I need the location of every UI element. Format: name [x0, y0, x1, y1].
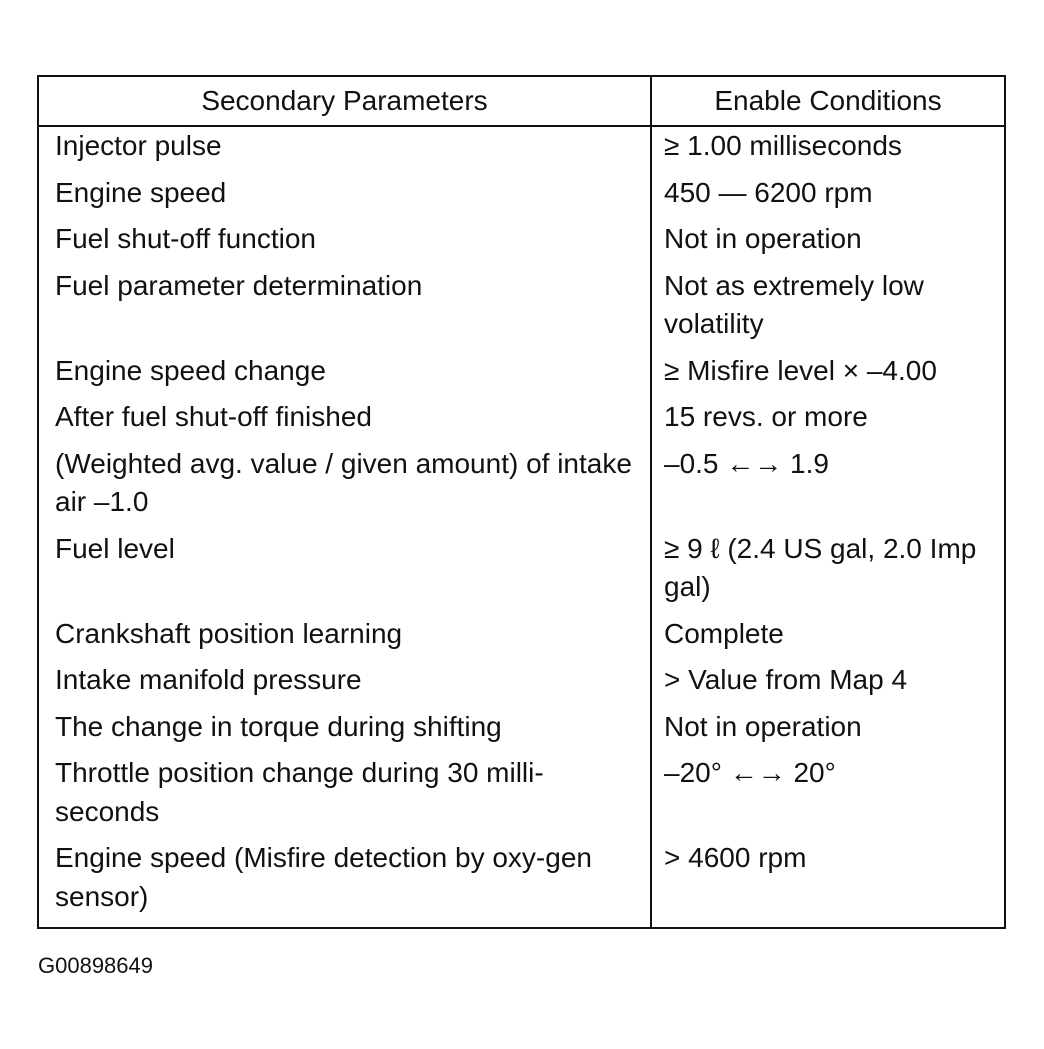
table-row	[39, 708, 1004, 747]
condition-cell: ≥ Misfire level × –4.00	[664, 354, 937, 386]
table-row	[39, 661, 1004, 700]
parameter-cell: Fuel shut-off function	[55, 223, 316, 254]
parameter-cell: Injector pulse	[55, 130, 222, 161]
condition-cell: –20° ←→ 20°	[664, 757, 836, 788]
parameter-cell: Engine speed	[55, 176, 227, 208]
table-header	[39, 77, 1004, 127]
condition-cell: Not in operation	[664, 710, 862, 742]
table-row	[39, 127, 1004, 166]
table-row	[39, 754, 1004, 831]
table-row	[39, 839, 1004, 916]
parameter-cell: Crankshaft position learning	[55, 617, 403, 649]
table-row	[39, 352, 1004, 391]
condition-cell: > Value from Map 4	[664, 664, 908, 695]
condition-cell: ≥ 9 ℓ (2.4 US gal, 2.0 Imp gal)	[664, 532, 977, 602]
header-enable-conditions: Enable Conditions	[714, 85, 942, 116]
table-row	[39, 220, 1004, 259]
table-body	[39, 127, 1004, 924]
table-row	[39, 530, 1004, 607]
parameter-cell: Engine speed (Misfire detection by oxy-gen sensor)	[55, 842, 592, 912]
figure-id-caption: G00898649	[38, 953, 153, 978]
table-row	[39, 445, 1004, 522]
condition-cell: 450 — 6200 rpm	[664, 176, 873, 208]
parameter-cell: Throttle position change during 30 milli-seconds	[55, 757, 544, 827]
table-row	[39, 615, 1004, 654]
condition-cell: ≥ 1.00 milliseconds	[664, 130, 902, 161]
condition-cell: > 4600 rpm	[664, 842, 807, 873]
table-row	[39, 267, 1004, 344]
parameter-cell: Intake manifold pressure	[55, 664, 362, 695]
condition-cell: –0.5 ←→ 1.9	[664, 447, 829, 479]
table-row	[39, 398, 1004, 437]
table-row	[39, 174, 1004, 213]
header-secondary-parameters: Secondary Parameters	[201, 85, 488, 116]
parameter-cell: (Weighted avg. value / given amount) of intake air –1.0	[55, 447, 632, 517]
enable-conditions-table	[37, 75, 1006, 929]
parameter-cell: After fuel shut-off finished	[55, 401, 372, 432]
condition-cell: 15 revs. or more	[664, 401, 868, 432]
condition-cell: Not in operation	[664, 223, 862, 254]
parameter-cell: Engine speed change	[55, 354, 326, 386]
condition-cell: Complete	[664, 617, 784, 649]
parameter-cell: Fuel parameter determination	[55, 269, 423, 301]
parameter-cell: The change in torque during shifting	[55, 710, 502, 742]
parameter-cell: Fuel level	[55, 532, 175, 564]
condition-cell: Not as extremely low volatility	[664, 269, 924, 339]
